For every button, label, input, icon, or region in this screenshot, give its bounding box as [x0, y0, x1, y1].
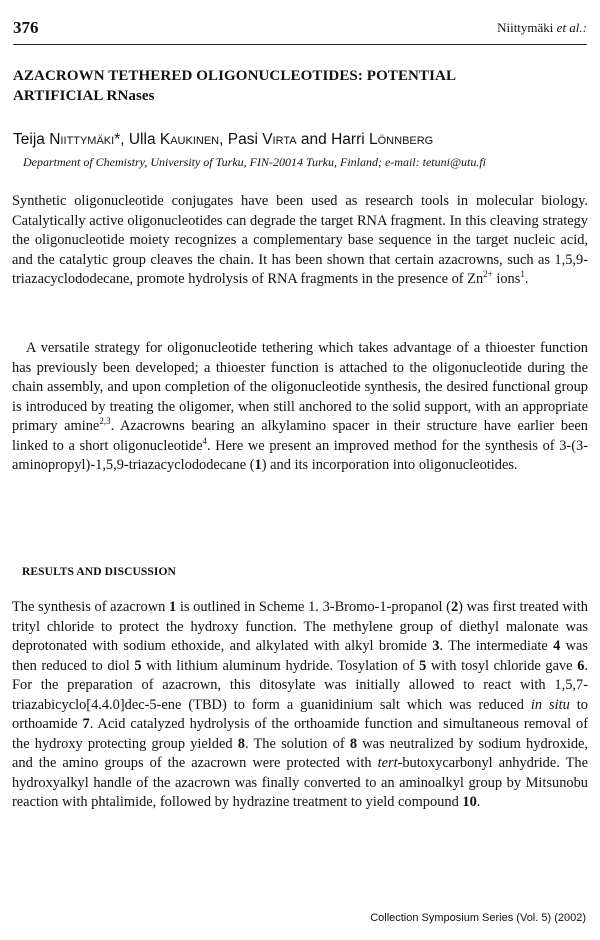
text-run: A versatile strategy for oligonucleotide tethering which takes advantage of a thioester function has previously been developed; a thioester function is attached to the oligonucleotide during the chain assembly, and upon completion of the oligonucleotide synthesis, the desired functional group is introduced by treating the oligomer, when still anchored to the solid support, with an appropriate primary amine: [12, 340, 588, 434]
text-run: . Here we present an improved method for the synthesis of 3-(3-aminopropyl)-1,5,9-triazacyclododecane (: [12, 437, 588, 473]
author-list: [13, 130, 433, 150]
compound-number: 10: [462, 794, 477, 810]
author-first-name: Teija: [13, 131, 45, 148]
citation-ref: 1: [520, 269, 525, 279]
text-run: was neutralized by sodium hydroxide, and the amino groups of the azacrown were protected with: [12, 735, 589, 771]
page-number: 376: [13, 18, 39, 37]
text-run: to orthoamide: [12, 696, 588, 732]
compound-number: 2: [450, 599, 459, 615]
affiliation: Department of Chemistry, University of Turku, FIN-20014 Turku, Finland; e-mail: tetuni@utu.fi: [23, 155, 487, 169]
text-run: .: [524, 271, 529, 287]
text-run: .: [476, 794, 481, 810]
author-last-name: Niittymäki: [49, 131, 115, 148]
running-head-author: Niittymäki: [497, 20, 554, 35]
italic-term: tert: [377, 755, 398, 771]
text-run: . The intermediate: [439, 638, 554, 654]
text-run: was then reduced to diol: [12, 638, 589, 674]
author-first-name: Ulla: [128, 131, 156, 148]
compound-number: 3: [432, 638, 440, 654]
compound-number: 5: [419, 657, 427, 674]
paragraph-results: [12, 598, 588, 813]
compound-number: 4: [553, 638, 561, 654]
author-last-name: Kaukinen: [159, 131, 220, 148]
text-run: . Acid catalyzed hydrolysis of the orthoamide function and simultaneous removal of the hydroxy protecting group yielded: [12, 716, 589, 752]
header-rule: [13, 44, 587, 45]
paragraph-intro: [12, 192, 588, 290]
author-first-name: Harri: [331, 131, 365, 148]
article-title-line-1: AZACROWN TETHERED OLIGONUCLEOTIDES: POTENTIAL: [13, 68, 457, 84]
author-last-name: Lönnberg: [369, 131, 434, 148]
compound-number: 8: [349, 735, 358, 752]
text-run: -butoxycarbonyl anhydride. The hydroxyalkyl handle of the azacrown was finally converted to an aminoalkyl group by Mitsunobu reaction with phtalimide, followed by hydrazine treatment to yield compound: [12, 755, 588, 810]
compound-number: 5: [134, 657, 142, 674]
author-first-name: Pasi: [227, 131, 258, 148]
text-run: with lithium aluminum hydride. Tosylation of: [141, 657, 420, 674]
citation-ref: 2,3: [99, 416, 111, 426]
page-footer: Collection Symposium Series (Vol. 5) (2002): [370, 912, 586, 924]
compound-number: 1: [254, 457, 262, 473]
compound-number: 1: [168, 599, 177, 615]
citation-ref: 4: [202, 435, 208, 446]
compound-number: 6: [577, 657, 585, 674]
text-run: ) was first treated with trityl chloride to protect the hydroxy function. The methylene group of diethyl malonate was deprotonated with sodium ethoxide, and alkylated with alkyl bromide: [12, 599, 588, 654]
corresponding-author-mark: *: [114, 131, 121, 148]
compound-number: 7: [82, 716, 90, 732]
text-run: . The solution of: [244, 735, 350, 752]
article-title-line-2: ARTIFICIAL RNases: [13, 88, 155, 104]
text-run: . Azacrowns bearing an alkylamino spacer in their structure have earlier been linked to a short oligonucleotide: [12, 418, 588, 454]
section-heading: RESULTS AND DISCUSSION: [22, 566, 176, 578]
italic-term: in situ: [530, 696, 570, 713]
author-separator: ,: [120, 131, 129, 148]
author-last-name: Virta: [262, 131, 297, 148]
superscript: 2+: [483, 269, 493, 279]
text-run: The synthesis of azacrown: [12, 599, 169, 615]
text-run: ) and its incorporation into oligonucleotides.: [261, 457, 518, 473]
text-run: Synthetic oligonucleotide conjugates have been used as research tools in molecular biology. Catalytically active oligonucleotides can degrade the target RNA fragment. In this cleaving strategy the oligonucleotide moiety recognizes a complementary base sequence in the target nucleic acid, and the catalytic group cleaves the chain. It has been shown that certain azacrowns, such as 1,5,9-triazacyclododecane, promote hydrolysis of RNA fragments in the presence of Zn: [12, 193, 588, 287]
text-run: . For the preparation of azacrown, this ditosylate was initially allowed to react with 1,5,7-triazabicyclo[4.4.0]dec-5-ene (TBD) to form a guanidinium salt which was reduced: [12, 657, 588, 713]
page-header: [13, 18, 587, 42]
author-separator: and: [296, 131, 332, 148]
text-run: with tosyl chloride gave: [426, 657, 578, 674]
text-run: ions: [492, 271, 521, 287]
author-separator: ,: [219, 131, 228, 148]
running-head: [497, 20, 587, 36]
compound-number: 8: [237, 735, 245, 752]
paragraph-strategy: [12, 339, 588, 476]
text-run: is outlined in Scheme 1. 3-Bromo-1-propanol (: [176, 599, 451, 615]
article-title: [13, 66, 573, 106]
running-head-suffix: et al.:: [553, 20, 587, 35]
